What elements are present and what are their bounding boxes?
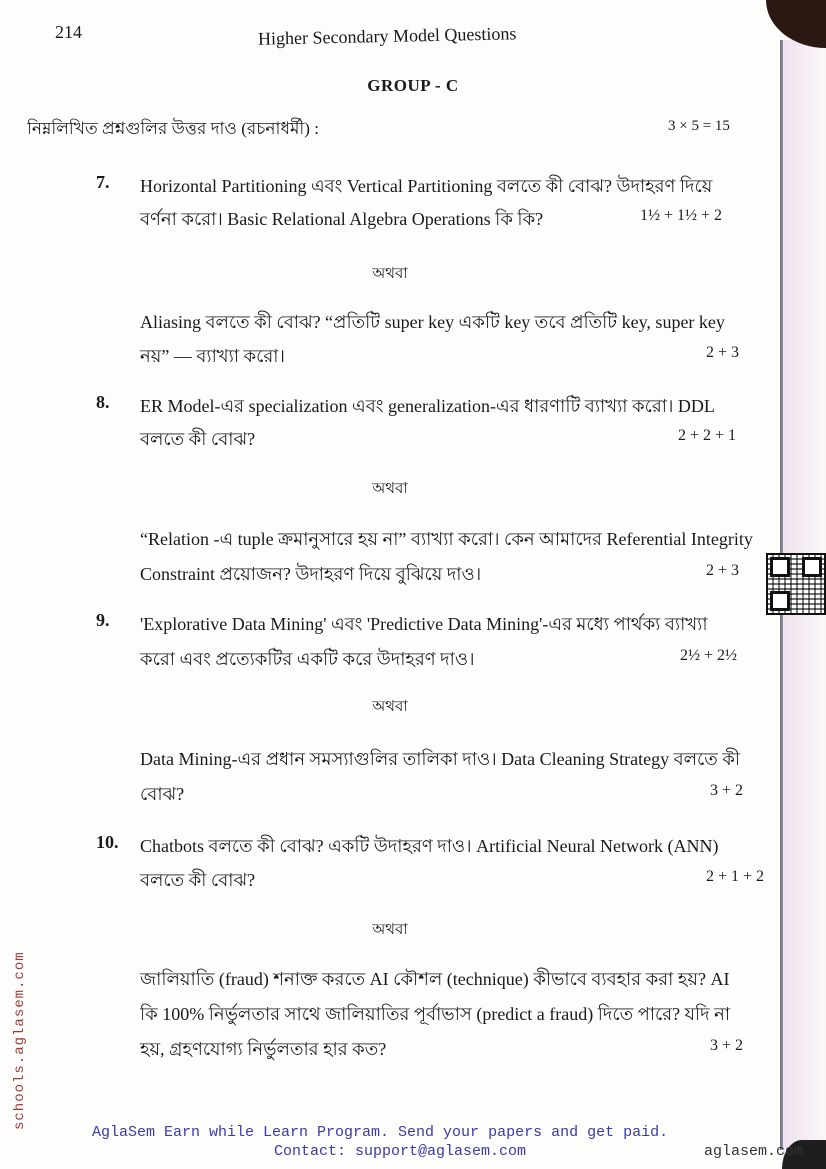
qr-code-icon: [766, 553, 826, 615]
question-marks: 1½ + 1½ + 2: [640, 207, 723, 224]
alternative-text-line: Data Mining-এর প্রধান সমস্যাগুলির তালিকা দাও। Data Cleaning Strategy বলতে কী: [140, 749, 741, 769]
or-separator: অথবা: [372, 699, 408, 715]
qr-finder-pattern: [802, 557, 822, 577]
section-instruction: নিম্নলিখিত প্রশ্নগুলির উত্তর দাও (রচনাধর্মী) :: [27, 119, 319, 138]
footer-watermark-line1: AglaSem Earn while Learn Program. Send your papers and get paid.: [92, 1124, 669, 1141]
question-number: 10.: [96, 832, 119, 852]
question-number: 9.: [96, 610, 110, 630]
alternative-text-line: “Relation -এ tuple ক্রমানুসারে হয় না” ব্যাখ্যা করো। কেন আমাদের Referential Integrity: [140, 529, 753, 549]
alternative-text-line: জালিয়াতি (fraud) শনাক্ত করতে AI কৌশল (technique) কীভাবে ব্যবহার করা হয়? AI: [140, 969, 730, 989]
or-separator: অথবা: [372, 266, 408, 282]
question-text-line: Chatbots বলতে কী বোঝ? একটি উদাহরণ দাও। Artificial Neural Network (ANN): [140, 836, 719, 856]
section-total-marks: 3 × 5 = 15: [668, 118, 730, 134]
alternative-text-line: Constraint প্রয়োজন? উদাহরণ দিয়ে বুঝিয়ে দাও।: [140, 564, 482, 584]
question-text-line: 'Explorative Data Mining' এবং 'Predictive Data Mining'-এর মধ্যে পার্থক্য ব্যাখ্যা: [140, 614, 708, 634]
alternative-text-line: বোঝ?: [140, 784, 185, 804]
running-head: Higher Secondary Model Questions: [257, 23, 517, 49]
question-marks: 2 + 1 + 2: [706, 868, 765, 885]
side-watermark: schools.aglasem.com: [12, 951, 28, 1130]
page-number: 214: [55, 22, 82, 42]
alternative-marks: 3 + 2: [710, 1037, 744, 1054]
question-number: 7.: [96, 172, 110, 192]
question-text-line: বলতে কী বোঝ?: [140, 870, 256, 890]
alternative-marks: 3 + 2: [710, 782, 744, 799]
question-text-line: Horizontal Partitioning এবং Vertical Partitioning বলতে কী বোঝ? উদাহরণ দিয়ে: [140, 176, 713, 196]
or-separator: অথবা: [372, 922, 408, 938]
alternative-text-line: হয়, গ্রহণযোগ্য নির্ভুলতার হার কত?: [140, 1039, 387, 1059]
alternative-text-line: Aliasing বলতে কী বোঝ? “প্রতিটি super key একটি key তবে প্রতিটি key, super key: [140, 312, 725, 332]
alternative-marks: 2 + 3: [706, 344, 740, 361]
question-text-line: বলতে কী বোঝ?: [140, 429, 256, 449]
or-separator: অথবা: [372, 481, 408, 497]
footer-watermark-contact: Contact: support@aglasem.com: [274, 1143, 527, 1160]
question-text-line: করো এবং প্রত্যেকটির একটি করে উদাহরণ দাও।: [140, 649, 475, 669]
question-text-line: ER Model-এর specialization এবং generalization-এর ধারণাটি ব্যাখ্যা করো। DDL: [140, 396, 715, 416]
alternative-marks: 2 + 3: [706, 562, 740, 579]
section-title: GROUP - C: [367, 76, 459, 95]
question-marks: 2½ + 2½: [680, 647, 738, 664]
alternative-text-line: নয়” — ব্যাখ্যা করো।: [140, 346, 285, 366]
question-number: 8.: [96, 392, 110, 412]
alternative-text-line: কি 100% নির্ভুলতার সাথে জালিয়াতির পূর্বাভাস (predict a fraud) দিতে পারে? যদি না: [140, 1004, 731, 1024]
question-marks: 2 + 2 + 1: [678, 427, 737, 444]
footer-watermark-brand: aglasem.com: [704, 1143, 804, 1160]
question-text-line: বর্ণনা করো। Basic Relational Algebra Operations কি কি?: [140, 209, 544, 229]
